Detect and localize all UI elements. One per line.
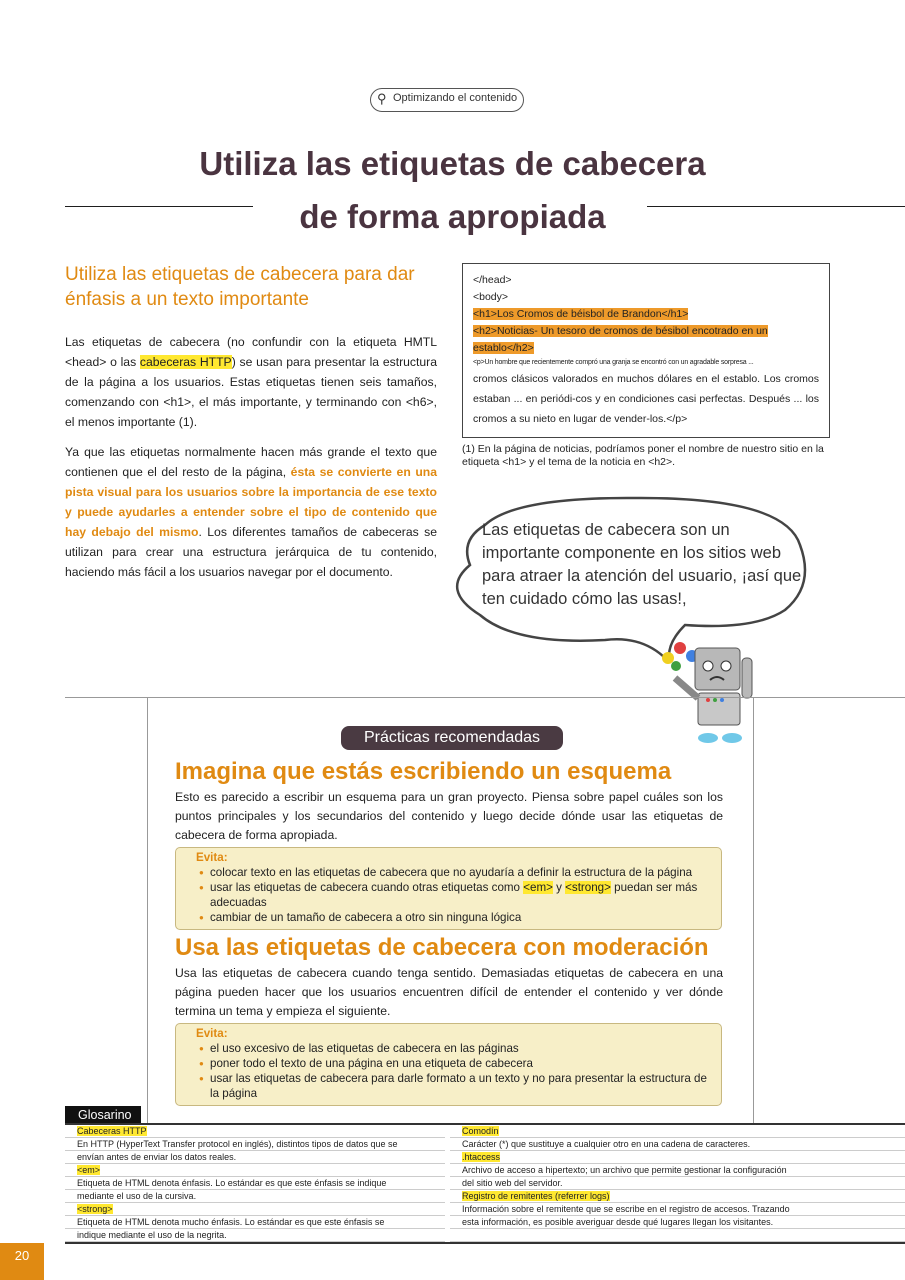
best-practices-section	[175, 758, 723, 1110]
glossary-term: Cabeceras HTTP	[65, 1125, 445, 1138]
divider	[647, 206, 905, 207]
glossary-term: .htaccess	[450, 1151, 905, 1164]
frame-line	[753, 697, 754, 1123]
frame-line	[147, 697, 148, 1123]
left-column	[65, 262, 437, 582]
footnote: (1) En la página de noticias, podríamos poner el nombre de nuestro sitio en la etiqueta <h1> y el tema de la noticia en <h2>.	[462, 443, 824, 468]
page-title-line2: de forma apropiada	[299, 198, 606, 235]
glossary-title: Glosarino	[65, 1106, 141, 1124]
paragraph-1: Las etiquetas de cabecera (no confundir con la etiqueta HMTL <head> o las cabeceras HTTP) se usan para presentar la estructura de la página a los usuarios. Estas etiquetas tienen seis tamaños, comenzando con <h1>, el más importante, y terminando con <h6>, el menos importante (1).	[65, 335, 438, 429]
code-example: </head> <body> <h1>Los Cromos de béisbol de Brandon</h1> <h2>Noticias- Un tesoro de cromos de bésibol encotrado en un establo</h2> <p>Un hombre que recientemente compró una granja se encontró con un agradable sorpresa ... cromos clásicos valorados en muchos dólares en el establo. Los cromos estaban ... en periódi-cos y en condiciones casi perfectas. Después ... los cromos a su nieto en lugar de vender-los.</p>	[462, 263, 830, 438]
code-example-wrapper	[462, 263, 832, 469]
glossary-definition: Archivo de acceso a hipertexto; un archivo que permite gestionar la configuración	[450, 1164, 905, 1177]
practice-heading-2: Usa las etiquetas de cabecera con moderación	[175, 934, 709, 961]
practice-paragraph-1: Esto es parecido a escribir un esquema para un gran proyecto. Piensa sobre papel cuáles son los puntos principales y los secundarios del contenido y luego decide dónde usar las etiquetas de cabecera de forma apropiada.	[175, 790, 723, 842]
robot-mascot-illustration	[650, 638, 765, 746]
avoid-box-2: Evita: ● el uso excesivo de las etiquetas de cabecera en las páginas ● poner todo el texto de una página en una etiqueta de cabecera ● usar las etiquetas de cabecera para darle formato a un texto y no para presentar la estructura de la página	[175, 1023, 722, 1106]
glossary-definition: mediante el uso de la cursiva.	[65, 1190, 445, 1203]
glossary-term: <strong>	[65, 1203, 445, 1216]
divider	[65, 697, 905, 698]
glossary-definition: indique mediante el uso de la negrita.	[65, 1229, 445, 1242]
practice-heading-1: Imagina que estás escribiendo un esquema	[175, 758, 672, 785]
page-number: 20	[0, 1243, 44, 1280]
glossary-definition: envían antes de enviar los datos reales.	[65, 1151, 445, 1164]
glossary-term: <em>	[65, 1164, 445, 1177]
best-practices-badge: Prácticas recomendadas	[341, 726, 563, 750]
glossary-term: Registro de remitentes (referrer logs)	[450, 1190, 905, 1203]
magnifier-icon: ⚲	[377, 91, 387, 106]
practice-paragraph-2: Usa las etiquetas de cabecera cuando tenga sentido. Demasiadas etiquetas de cabecera en una página pueden hacer que los usuarios encuentren difícil de entender el contenido y ver dónde termina un tema y empieza el siguiente.	[175, 966, 723, 1018]
avoid-box-1: Evita: ● colocar texto en las etiquetas de cabecera que no ayudaría a definir la estructura de la página ● usar las etiquetas de cabecera cuando otras etiquetas como <em> y <strong> puedan ser más adecuadas ● cambiar de un tamaño de cabecera a otro sin ninguna lógica	[175, 847, 722, 930]
glossary-term: Comodín	[450, 1125, 905, 1138]
glossary-definition: Etiqueta de HTML denota mucho énfasis. Lo estándar es que este énfasis se	[65, 1216, 445, 1229]
divider	[65, 206, 253, 207]
section-tag: ⚲ Optimizando el contenido	[370, 88, 524, 112]
glossary-definition: Etiqueta de HTML denota énfasis. Lo estándar es que este énfasis se indique	[65, 1177, 445, 1190]
glossary-definition: del sitio web del servidor.	[450, 1177, 905, 1190]
glossary-definition: esta información, es posible averiguar desde qué lugares llegan los visitantes.	[450, 1216, 905, 1229]
bubble-text: Las etiquetas de cabecera son un importante componente en los sitios web para atraer la atención del usuario, ¡así que ten cuidado cómo las usas!,	[482, 521, 802, 608]
glossary-definition: En HTTP (HyperText Transfer protocol en inglés), distintos tipos de datos que se	[65, 1138, 445, 1151]
page-title-line1: Utiliza las etiquetas de cabecera	[199, 145, 706, 182]
glossary-definition: Información sobre el remitente que se escribe en el registro de accesos. Trazando	[450, 1203, 905, 1216]
glossary-definition: Carácter (*) que sustituye a cualquier otro en una cadena de caracteres.	[450, 1138, 905, 1151]
section-heading: Utiliza las etiquetas de cabecera para dar énfasis a un texto importante	[65, 264, 415, 310]
paragraph-2: Ya que las etiquetas normalmente hacen más grande el texto que contienen que el del resto de la página, ésta se convierte en una pista visual para los usuarios sobre la importancia de ese texto y puede ayudarles a entender sobre el tipo de contenido que hay debajo del mismo. Los diferentes tamaños de cabeceras se utilizan para crear una estructura jerárquica de tu contenido, haciendo más fácil a los usuarios navegar por el documento.	[65, 445, 438, 579]
glossary-table	[65, 1123, 905, 1244]
glossary-definition	[450, 1229, 905, 1242]
